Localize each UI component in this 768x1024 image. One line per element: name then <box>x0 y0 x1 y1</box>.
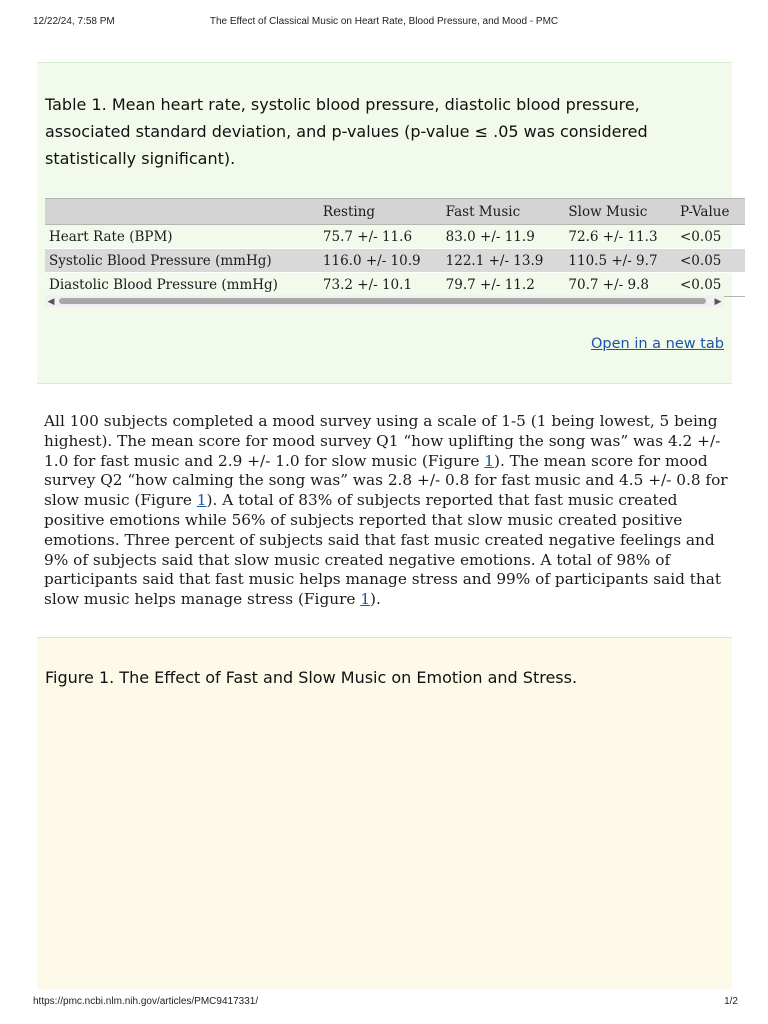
paragraph-text: ). <box>370 590 381 609</box>
table-cell: Diastolic Blood Pressure (mmHg) <box>45 273 319 297</box>
print-footer <box>0 994 768 1008</box>
column-header <box>45 199 319 225</box>
print-page-title: The Effect of Classical Music on Heart Rate, Blood Pressure, and Mood - PMC <box>209 16 559 27</box>
table-row <box>45 273 745 297</box>
table-row <box>45 249 745 273</box>
paragraph-text: ). A total of 83% of subjects reported that fast music created positive emotions while 56% of subjects reported that slow music created positive emotions. Three percent of subjects said that fast music created negative feelings and 9% of subjects said that slow music created negative emotions. A total of 98% of participants said that fast music helps manage stress and 99% of participants said that slow music helps manage stress (Figure <box>44 491 722 609</box>
table-cell: Heart Rate (BPM) <box>45 225 319 249</box>
table-cell: 116.0 +/- 10.9 <box>319 249 442 273</box>
table-cell: 83.0 +/- 11.9 <box>442 225 565 249</box>
data-table <box>45 198 745 297</box>
print-url: https://pmc.ncbi.nlm.nih.gov/articles/PMC9417331/ <box>33 996 259 1007</box>
print-datetime: 12/22/24, 7:58 PM <box>33 16 115 27</box>
table-cell: <0.05 <box>676 225 745 249</box>
table-cell: <0.05 <box>676 249 745 273</box>
figure-caption: Figure 1. The Effect of Fast and Slow Music on Emotion and Stress. <box>45 668 578 687</box>
table-cell: 72.6 +/- 11.3 <box>564 225 676 249</box>
table-cell: 70.7 +/- 9.8 <box>564 273 676 297</box>
chevron-right-icon[interactable]: ▶ <box>714 296 722 306</box>
figure-section <box>37 637 732 990</box>
figure-1-link[interactable]: 1 <box>360 590 371 609</box>
print-header <box>0 14 768 28</box>
table-row <box>45 225 745 249</box>
chevron-left-icon[interactable]: ◀ <box>47 296 55 306</box>
table-scroll-container[interactable] <box>45 198 730 308</box>
column-header: Slow Music <box>564 199 676 225</box>
table-cell: Systolic Blood Pressure (mmHg) <box>45 249 319 273</box>
results-paragraph <box>44 412 732 610</box>
paragraph-text: ). The mean score for mood survey Q2 “how calming the song was” was 2.8 +/- 0.8 for fast music and 4.5 +/- 0.8 for slow music (Figure <box>44 451 728 510</box>
table-cell: 122.1 +/- 13.9 <box>442 249 565 273</box>
figure-1-link[interactable]: 1 <box>196 491 207 510</box>
table-cell: 73.2 +/- 10.1 <box>319 273 442 297</box>
table-cell: <0.05 <box>676 273 745 297</box>
horizontal-scrollbar[interactable] <box>45 295 724 307</box>
column-header: Resting <box>319 199 442 225</box>
table-cell: 110.5 +/- 9.7 <box>564 249 676 273</box>
table-cell: 75.7 +/- 11.6 <box>319 225 442 249</box>
open-in-new-tab-link[interactable]: Open in a new tab <box>590 336 724 352</box>
page-number: 1/2 <box>724 996 738 1007</box>
paragraph-text: All 100 subjects completed a mood survey using a scale of 1-5 (1 being lowest, 5 being highest). The mean score for mood survey Q1 “how uplifting the song was” was 4.2 +/- 1.0 for fast music and 2.9 +/- 1.0 for slow music (Figure <box>44 412 721 470</box>
table-header-row <box>45 199 745 225</box>
column-header: P-Value <box>676 199 745 225</box>
figure-1-link[interactable]: 1 <box>484 451 494 470</box>
table-cell: 79.7 +/- 11.2 <box>442 273 565 297</box>
table-caption: Table 1. Mean heart rate, systolic blood pressure, diastolic blood pressure, associated standard deviation, and p-values (p-value ≤ .05 was considered statistically significant). <box>45 95 648 168</box>
column-header: Fast Music <box>442 199 565 225</box>
scrollbar-thumb[interactable] <box>59 298 706 304</box>
table-section <box>37 62 732 384</box>
